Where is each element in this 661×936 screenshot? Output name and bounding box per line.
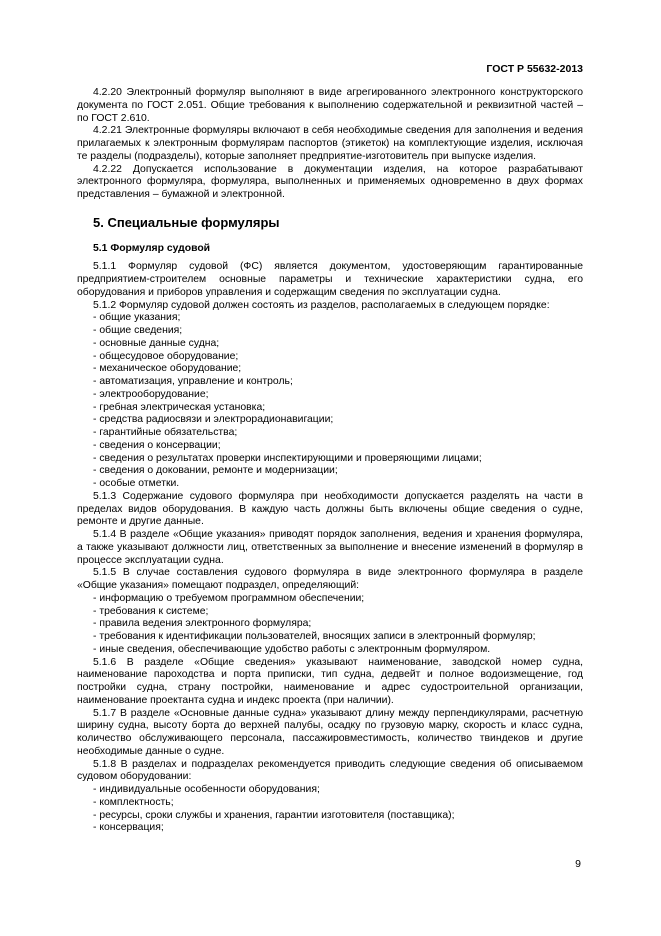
- list-item: - сведения о результатах проверки инспектирующими и проверяющими лицами;: [93, 452, 482, 464]
- list-item: - требования к системе;: [93, 605, 209, 617]
- paragraph-5-1-7: 5.1.7 В разделе «Основные данные судна» указывают длину между перпендикулярами, расчетную ширину судна, высоту борта до верхней палубы, осадку по грузовую марку, скорость и класс судна, количество обслуживающего персонала, пассажировместимость, количество твиндеков и другие необходимые данные о судне.: [77, 707, 583, 757]
- paragraph-5-1-8: 5.1.8 В разделах и подразделах рекомендуется приводить следующие сведения об описываемом судовом оборудовании:: [77, 758, 583, 783]
- list-item: - консервация;: [93, 822, 164, 834]
- subsection-title: 5.1 Формуляр судовой: [93, 242, 211, 254]
- list-item: - общесудовое оборудование;: [93, 350, 239, 362]
- paragraph-5-1-6: 5.1.6 В разделе «Общие сведения» указывают наименование, заводской номер судна, наименование пароходства и порта приписки, тип судна, дедвейт и полное водоизмещение, год постройки судна, страну постройки, наименование и адрес судостроительной организации, наименование проектанта судна и индекс проекта (при наличии).: [77, 656, 583, 706]
- list-item: - особые отметки.: [93, 478, 180, 489]
- paragraph-5-1-4: 5.1.4 В разделе «Общие указания» приводят порядок заполнения, ведения и хранения формуляра, а также указывают должности лиц, ответственных за выполнение и внесение изменений в формуляр в процессе эксплуатации судна.: [77, 529, 583, 566]
- paragraph-4-2-22: 4.2.22 Допускается использование в документации изделия, на которое разрабатывают электронного формуляра, формуляра, выполненных и применяемых одновременно в двух формах представления – бумажной и электронной.: [77, 163, 583, 200]
- paragraph-5-1-5: 5.1.5 В случае составления судового формуляра в виде электронного формуляра в разделе «Общие указания» помещают подраздел, определяющий:: [77, 567, 583, 591]
- list-item: - гарантийные обязательства;: [93, 427, 238, 438]
- paragraph-4-2-21: 4.2.21 Электронные формуляры включают в себя необходимые сведения для заполнения и ведения прилагаемых к электронным формулярам паспортов (этикеток) на комплектующие изделия, исключая те разделы (подразделы), которые заполняет предприятие-изготовитель при выпуске изделия.: [77, 125, 583, 162]
- list-item: - иные сведения, обеспечивающие удобство работы с электронным формуляром.: [93, 643, 491, 655]
- list-item: - ресурсы, сроки службы и хранения, гарантии изготовителя (поставщика);: [93, 809, 455, 821]
- list-item: - электрооборудование;: [93, 388, 209, 400]
- list-item: - гребная электрическая установка;: [93, 401, 266, 413]
- standard-code-header: ГОСТ Р 55632-2013: [486, 63, 583, 75]
- paragraph-5-1-2: 5.1.2 Формуляр судовой должен состоять из разделов, располагаемых в следующем порядке:: [93, 299, 550, 311]
- paragraph-4-2-20: 4.2.20 Электронный формуляр выполняют в виде агрегированного электронного конструкторского документа по ГОСТ 2.051. Общие требования к выполнению содержательной и реквизитной частей – по ГОСТ 2.610.: [77, 87, 583, 124]
- list-item: - общие указания;: [93, 312, 181, 324]
- list-5-1-8: [77, 784, 583, 835]
- list-5-1-5: [77, 593, 583, 657]
- list-item: - комплектность;: [93, 796, 174, 808]
- section-title: 5. Специальные формуляры: [93, 214, 280, 230]
- page-number: 9: [575, 858, 581, 870]
- list-item: - общие сведения;: [93, 325, 183, 336]
- list-item: - средства радиосвязи и электрорадионавигации;: [93, 414, 334, 426]
- paragraph-5-1-3: 5.1.3 Содержание судового формуляра при необходимости допускается разделять на части в пределах видов оборудования. В каждую часть должны быть включены общие сведения о судне, ремонте и другие данные.: [77, 490, 583, 528]
- list-item: - требования к идентификации пользователей, вносящих записи в электронный формуляр;: [93, 631, 536, 642]
- list-item: - информацию о требуемом программном обеспечении;: [93, 592, 365, 604]
- list-item: - основные данные судна;: [93, 337, 220, 349]
- list-5-1-2: [77, 312, 583, 491]
- list-item: - сведения о доковании, ремонте и модернизации;: [93, 465, 338, 477]
- list-item: - правила ведения электронного формуляра;: [93, 618, 312, 630]
- list-item: - автоматизация, управление и контроль;: [93, 376, 293, 387]
- document-body: [77, 87, 583, 835]
- list-item: - индивидуальные особенности оборудования;: [93, 784, 320, 795]
- list-item: - механическое оборудование;: [93, 363, 242, 375]
- list-item: - сведения о консервации;: [93, 439, 221, 451]
- paragraph-5-1-1: 5.1.1 Формуляр судовой (ФС) является документом, удостоверяющим гарантированные предприятием-строителем основные параметры и технические характеристики судна, его оборудования и приборов управления и содержащим сведения по эксплуатации судна.: [77, 261, 583, 298]
